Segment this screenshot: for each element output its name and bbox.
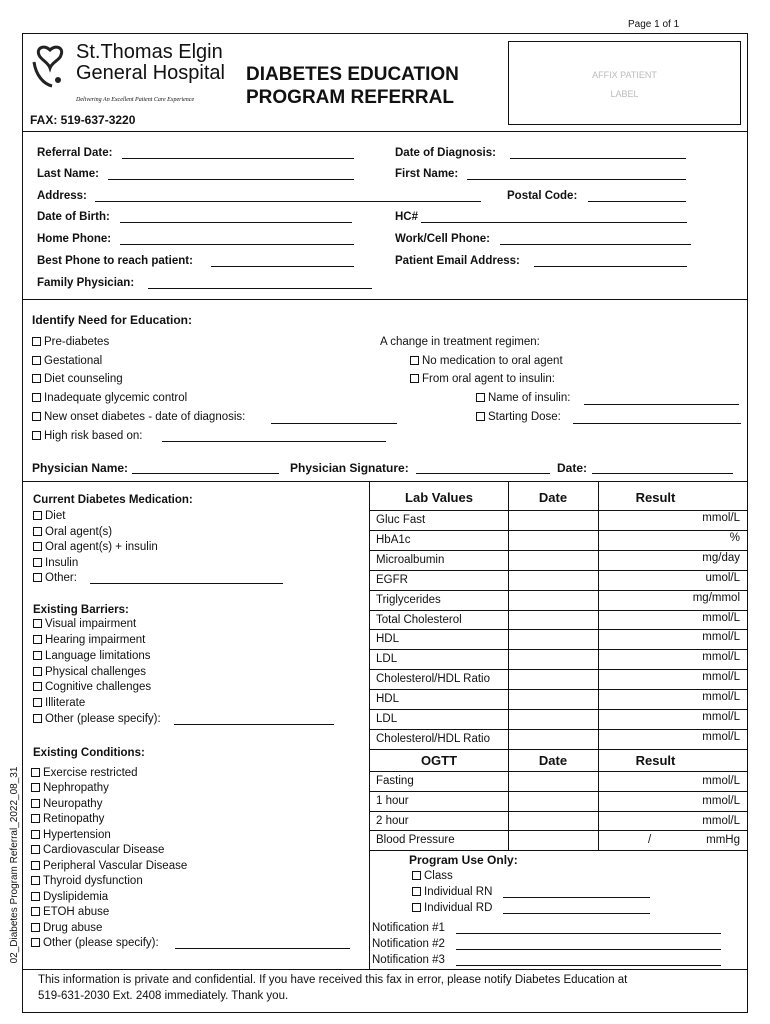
lab-row-date-field[interactable] — [509, 551, 597, 569]
checkbox[interactable] — [32, 393, 41, 402]
address-field[interactable] — [95, 201, 481, 202]
first-name-label: First Name: — [395, 168, 459, 180]
lab-row-name: Total Cholesterol — [376, 613, 462, 626]
barrier-item[interactable]: Language limitations — [33, 649, 151, 663]
lab-row-unit[interactable]: % — [729, 531, 740, 544]
page-number: Page 1 of 1 — [628, 19, 680, 30]
medication-item[interactable]: Oral agent(s) — [33, 525, 112, 539]
first-name-field[interactable] — [467, 179, 686, 180]
patient-label-line1: AFFIX PATIENT — [592, 70, 657, 80]
lab-row-unit[interactable]: mmol/L — [702, 691, 740, 704]
lab-table-bottom — [369, 749, 748, 750]
condition-item[interactable]: Cardiovascular Disease — [31, 843, 164, 857]
lab-row-unit[interactable]: umol/L — [705, 571, 740, 584]
checkbox[interactable] — [33, 682, 42, 691]
physician-signature-label: Physician Signature: — [290, 461, 409, 475]
checkbox[interactable] — [33, 527, 42, 536]
notification-1-field[interactable] — [456, 933, 721, 934]
lab-row-unit[interactable]: mg/day — [702, 551, 740, 564]
email-label: Patient Email Address: — [395, 255, 520, 267]
lab-row-name: HDL — [376, 633, 400, 646]
footer-line1: This information is private and confidential. If you have received this fax in error, please notify Diabetes Education at — [38, 974, 628, 986]
barrier-item[interactable]: Visual impairment — [33, 617, 136, 631]
checkbox[interactable] — [33, 635, 42, 644]
lab-row-name: Cholesterol/HDL Ratio — [376, 673, 490, 686]
lab-row-date-field[interactable] — [509, 571, 597, 589]
physician-date-label: Date: — [557, 461, 588, 475]
hospital-tagline: Delivering An Excellent Patient Care Experience — [76, 97, 195, 103]
lab-row-name: LDL — [376, 713, 398, 725]
postal-code-field[interactable] — [588, 201, 686, 202]
notification-2-field[interactable] — [456, 949, 721, 950]
lab-row-date-field[interactable] — [509, 630, 597, 648]
date-of-diagnosis-label: Date of Diagnosis: — [395, 147, 496, 159]
dob-label: Date of Birth: — [37, 211, 110, 223]
condition-item[interactable]: Peripheral Vascular Disease — [31, 859, 187, 873]
checkbox[interactable] — [412, 871, 421, 880]
onset-date-field[interactable] — [271, 423, 397, 424]
home-phone-label: Home Phone: — [37, 233, 112, 245]
form-title-line1: DIABETES EDUCATION — [246, 64, 459, 85]
ogtt-row-name: Blood Pressure — [376, 834, 455, 847]
condition-item[interactable]: Other (please specify): — [31, 936, 159, 950]
hospital-logo — [30, 42, 72, 90]
program-item[interactable]: Individual RN — [412, 885, 492, 899]
hc-field[interactable] — [421, 222, 687, 223]
checkbox[interactable] — [476, 412, 485, 421]
work-phone-field[interactable] — [500, 244, 691, 245]
referral-date-label: Referral Date: — [37, 147, 113, 159]
checkbox[interactable] — [32, 337, 41, 346]
checkbox[interactable] — [33, 511, 42, 520]
lab-row-name: LDL — [376, 653, 398, 666]
section-divider — [22, 299, 748, 300]
barrier-item[interactable]: Other (please specify): — [33, 712, 161, 726]
checkbox[interactable] — [31, 907, 40, 916]
checkbox[interactable] — [31, 768, 40, 777]
checkbox[interactable] — [33, 573, 42, 582]
medication-other-field[interactable] — [90, 583, 283, 584]
condition-item[interactable]: ETOH abuse — [31, 905, 109, 919]
checkbox[interactable] — [31, 830, 40, 839]
lab-row-date-field[interactable] — [509, 690, 597, 708]
checkbox[interactable] — [31, 799, 40, 808]
last-name-field[interactable] — [108, 179, 354, 180]
regimen-item[interactable]: No medication to oral agent — [410, 354, 563, 368]
lab-row-date-field[interactable] — [509, 531, 597, 549]
physician-signature-field[interactable] — [416, 473, 550, 474]
program-item[interactable]: Class — [412, 869, 453, 883]
best-phone-field[interactable] — [211, 266, 354, 267]
lab-row-unit[interactable]: mmol/L — [702, 651, 740, 664]
checkbox[interactable] — [31, 892, 40, 901]
column-divider — [369, 481, 370, 969]
checkbox[interactable] — [31, 783, 40, 792]
lab-row-name: HDL — [376, 693, 400, 706]
program-item[interactable]: Individual RD — [412, 901, 492, 915]
ogtt-row-date-field[interactable] — [509, 831, 597, 849]
date-of-diagnosis-field[interactable] — [510, 158, 686, 159]
ogtt-row-unit[interactable]: mmol/L — [702, 814, 740, 827]
notification-2-label: Notification #2 — [372, 938, 445, 950]
lab-row-name: HbA1c — [376, 533, 411, 546]
notification-1-label: Notification #1 — [372, 922, 445, 934]
regimen-heading: A change in treatment regimen: — [380, 336, 540, 348]
checkbox[interactable] — [476, 393, 485, 402]
checkbox[interactable] — [31, 845, 40, 854]
ogtt-row-date-field[interactable] — [509, 792, 597, 810]
address-label: Address: — [37, 190, 87, 202]
ogtt-row-unit[interactable]: mmol/L — [702, 794, 740, 807]
lab-row-unit[interactable]: mmol/L — [702, 730, 740, 743]
postal-code-label: Postal Code: — [507, 190, 578, 202]
lab-row-date-field[interactable] — [509, 511, 597, 529]
insulin-item[interactable]: Starting Dose: — [476, 410, 561, 424]
section-divider — [22, 131, 748, 132]
need-item[interactable]: New onset diabetes - date of diagnosis: — [32, 410, 245, 424]
lab-row-name: Gluc Fast — [376, 514, 426, 526]
checkbox[interactable] — [33, 619, 42, 628]
medication-item[interactable]: Diet — [33, 509, 65, 523]
barrier-item[interactable]: Illiterate — [33, 696, 85, 710]
condition-other-field[interactable] — [175, 948, 350, 949]
home-phone-field[interactable] — [120, 244, 354, 245]
condition-item[interactable]: Dyslipidemia — [31, 890, 108, 904]
notification-3-label: Notification #3 — [372, 954, 445, 966]
barriers-heading: Existing Barriers: — [33, 604, 129, 616]
email-field[interactable] — [534, 266, 687, 267]
ogtt-row-name: 1 hour — [376, 794, 409, 807]
barrier-item[interactable]: Hearing impairment — [33, 633, 145, 647]
checkbox[interactable] — [32, 431, 41, 440]
work-phone-label: Work/Cell Phone: — [395, 233, 490, 245]
checkbox[interactable] — [410, 374, 419, 383]
lab-result-divider — [598, 481, 599, 850]
ogtt-row-name: Fasting — [376, 775, 414, 787]
need-item[interactable]: Gestational — [32, 354, 102, 368]
lab-header-date: Date — [538, 490, 568, 505]
lab-header-values: Lab Values — [405, 490, 473, 505]
ogtt-row-date-field[interactable] — [509, 812, 597, 830]
form-title-line2: PROGRAM REFERRAL — [246, 87, 454, 108]
lab-row-date-field[interactable] — [509, 650, 597, 668]
medication-item[interactable]: Insulin — [33, 556, 78, 570]
bp-slash: / — [648, 834, 652, 847]
conditions-heading: Existing Conditions: — [33, 747, 145, 759]
physician-date-field[interactable] — [592, 473, 733, 474]
high-risk-field[interactable] — [162, 441, 386, 442]
ogtt-row-date-field[interactable] — [509, 772, 597, 790]
program-rn-field[interactable] — [503, 897, 650, 898]
condition-item[interactable]: Drug abuse — [31, 921, 102, 935]
lab-row-date-field[interactable] — [509, 591, 597, 609]
lab-row-unit[interactable]: mmol/L — [702, 631, 740, 644]
insulin-name-field[interactable] — [584, 404, 739, 405]
program-divider — [369, 850, 748, 851]
lab-row-name: Microalbumin — [376, 553, 445, 566]
checkbox[interactable] — [32, 356, 41, 365]
checkbox[interactable] — [410, 356, 419, 365]
side-form-id: 02_Diabetes Program Referral_2022_08_31 — [9, 766, 20, 964]
checkbox[interactable] — [32, 412, 41, 421]
lab-row-date-field[interactable] — [509, 611, 597, 629]
family-physician-label: Family Physician: — [37, 277, 135, 289]
logo-icon — [30, 42, 72, 90]
lab-row-unit[interactable]: mmol/L — [702, 711, 740, 723]
checkbox[interactable] — [31, 876, 40, 885]
checkbox[interactable] — [33, 542, 42, 551]
insulin-item[interactable]: Name of insulin: — [476, 391, 570, 405]
checkbox[interactable] — [33, 714, 42, 723]
notification-3-field[interactable] — [456, 965, 721, 966]
checkbox[interactable] — [33, 558, 42, 567]
ogtt-row-name: 2 hour — [376, 814, 409, 827]
physician-name-label: Physician Name: — [32, 461, 129, 475]
lab-row-name: EGFR — [376, 573, 408, 586]
patient-label-line2: LABEL — [610, 89, 639, 99]
lab-row-unit[interactable]: mmol/L — [702, 611, 740, 624]
need-heading: Identify Need for Education: — [32, 313, 193, 327]
dob-field[interactable] — [120, 222, 352, 223]
checkbox[interactable] — [33, 651, 42, 660]
lab-row-date-field[interactable] — [509, 710, 597, 728]
barrier-item[interactable]: Physical challenges — [33, 665, 146, 679]
lab-row-date-field[interactable] — [509, 670, 597, 688]
ogtt-row-unit[interactable]: mmol/L — [702, 775, 740, 787]
condition-item[interactable]: Neuropathy — [31, 797, 102, 811]
checkbox[interactable] — [31, 861, 40, 870]
medication-heading: Current Diabetes Medication: — [33, 494, 193, 506]
checkbox[interactable] — [412, 903, 421, 912]
condition-item[interactable]: Retinopathy — [31, 812, 104, 826]
last-name-label: Last Name: — [37, 168, 99, 180]
checkbox[interactable] — [412, 887, 421, 896]
condition-item[interactable]: Nephropathy — [31, 781, 109, 795]
barrier-other-field[interactable] — [174, 724, 334, 725]
ogtt-header-date: Date — [538, 753, 568, 768]
family-physician-field[interactable] — [148, 288, 372, 289]
lab-header-result: Result — [635, 490, 676, 505]
checkbox[interactable] — [33, 698, 42, 707]
condition-item[interactable]: Thyroid dysfunction — [31, 874, 143, 888]
program-heading: Program Use Only: — [409, 853, 518, 867]
lab-row-unit[interactable]: mmol/L — [702, 671, 740, 684]
condition-item[interactable]: Hypertension — [31, 828, 111, 842]
checkbox[interactable] — [31, 814, 40, 823]
need-item[interactable]: Inadequate glycemic control — [32, 391, 187, 405]
physician-name-field[interactable] — [132, 473, 279, 474]
footer-line2: 519-631-2030 Ext. 2408 immediately. Thank you. — [38, 990, 289, 1002]
hospital-name-line2: General Hospital — [76, 62, 225, 84]
ogtt-header: OGTT — [420, 753, 458, 768]
ogtt-header-result: Result — [635, 753, 676, 768]
lab-row-date-field[interactable] — [509, 730, 597, 748]
checkbox[interactable] — [32, 374, 41, 383]
checkbox[interactable] — [31, 923, 40, 932]
lab-row-unit[interactable]: mg/mmol — [692, 591, 740, 604]
checkbox[interactable] — [31, 938, 40, 947]
lab-row-unit[interactable]: mmol/L — [702, 512, 740, 524]
program-rd-field[interactable] — [503, 913, 650, 914]
footer-divider — [22, 969, 748, 970]
patient-label-box — [508, 41, 741, 125]
referral-date-field[interactable] — [122, 158, 354, 159]
barrier-item[interactable]: Cognitive challenges — [33, 680, 151, 694]
fax-number: FAX: 519-637-3220 — [30, 113, 136, 127]
starting-dose-field[interactable] — [573, 423, 741, 424]
medication-item[interactable]: Oral agent(s) + insulin — [33, 540, 158, 554]
hc-label: HC# — [395, 211, 419, 223]
hospital-name-line1: St.Thomas Elgin — [76, 41, 223, 63]
condition-item[interactable]: Exercise restricted — [31, 766, 138, 780]
ogtt-row-unit[interactable]: mmHg — [706, 834, 740, 847]
medication-item[interactable]: Other: — [33, 571, 77, 585]
lab-row-name: Cholesterol/HDL Ratio — [376, 732, 490, 745]
regimen-item[interactable]: From oral agent to insulin: — [410, 372, 555, 386]
checkbox[interactable] — [33, 667, 42, 676]
need-item[interactable]: High risk based on: — [32, 429, 142, 443]
need-item[interactable]: Diet counseling — [32, 372, 123, 386]
need-item[interactable]: Pre-diabetes — [32, 335, 109, 349]
section-divider — [22, 481, 748, 482]
lab-row-name: Triglycerides — [376, 593, 441, 606]
best-phone-label: Best Phone to reach patient: — [37, 255, 193, 267]
